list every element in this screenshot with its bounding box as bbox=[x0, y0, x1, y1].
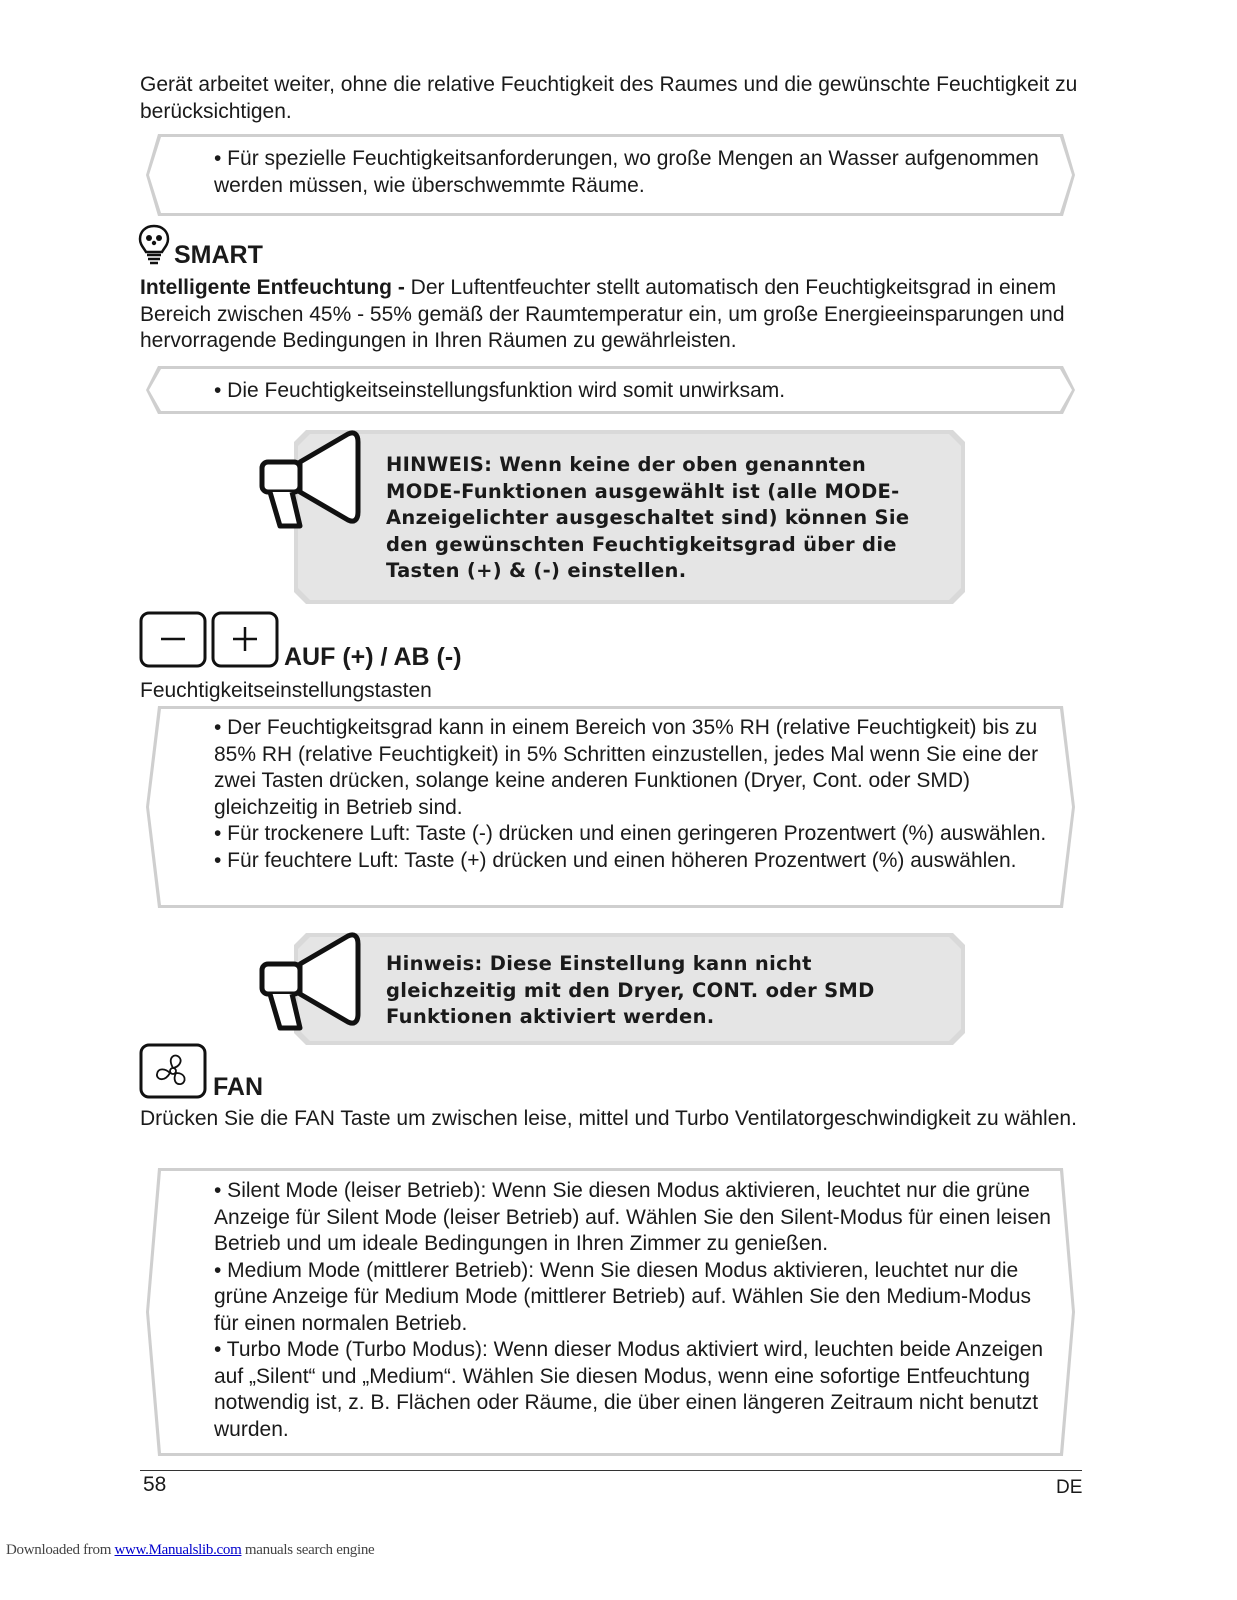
list-item: • Turbo Mode (Turbo Modus): Wenn dieser Modus aktiviert wird, leuchten beide Anzeigen auf „Silent“ und „Medium“. Wählen Sie diesen Modus, wenn eine sofortige Entfeuchtung notwendig ist, z. B. Flächen oder Räume, die über einen längeren Zeitraum nicht benutzt wurden. bbox=[214, 1338, 1044, 1441]
language-code: DE bbox=[1056, 1477, 1083, 1498]
page-number: 58 bbox=[143, 1473, 167, 1496]
updown-bullets bbox=[214, 715, 1059, 874]
updown-subtitle: Feuchtigkeitseinstellungstasten bbox=[140, 679, 432, 702]
fan-icon bbox=[139, 1043, 207, 1099]
smart-paragraph bbox=[140, 275, 1085, 355]
smart-text: Der Luftentfeuchter stellt automatisch den Feuchtigkeitsgrad in einem Bereich zwischen 45% - 55% gemäß der Raumtemperatur ein, um große Energieeinsparungen und hervorragende Bedingungen in Ihren Räumen zu gewährleisten. bbox=[140, 276, 1065, 352]
updown-heading: AUF (+) / AB (-) bbox=[284, 643, 462, 671]
megaphone-icon bbox=[256, 428, 366, 532]
footer-rule bbox=[140, 1470, 1082, 1471]
note-text: HINWEIS: Wenn keine der oben genannten MODE-Funktionen ausgewählt ist (alle MODE-Anzeigelichter ausgeschaltet sind) können Sie den gewünschten Feuchtigkeitsgrad über die Tasten (+) & (-) einstellen. bbox=[386, 453, 910, 582]
list-item: • Medium Mode (mittlerer Betrieb): Wenn Sie diesen Modus aktivieren, leuchtet nur die grüne Anzeige für Medium Mode (mittlerer Betrieb) auf. Wählen Sie den Medium-Modus für einen normalen Betrieb. bbox=[214, 1258, 1032, 1335]
download-prefix: Downloaded from bbox=[6, 1542, 112, 1558]
list-item: • Für trockenere Luft: Taste (-) drücken und einen geringeren Prozentwert (%) auswählen. bbox=[214, 822, 1047, 845]
download-suffix: manuals search engine bbox=[241, 1542, 375, 1558]
fan-paragraph: Drücken Sie die FAN Taste um zwischen leise, mittel und Turbo Ventilatorgeschwindigkeit zu wählen. bbox=[140, 1107, 1077, 1130]
lightbulb-icon bbox=[138, 224, 170, 266]
list-item: • Für feuchtere Luft: Taste (+) drücken und einen höheren Prozentwert (%) auswählen. bbox=[214, 848, 1017, 872]
smart-lead: Intelligente Entfeuchtung - bbox=[140, 276, 405, 299]
fan-bullets bbox=[214, 1178, 1059, 1443]
manualslib-link[interactable]: www.Manualslib.com bbox=[114, 1542, 242, 1558]
download-notice bbox=[6, 1542, 374, 1559]
smart-heading: SMART bbox=[174, 241, 263, 269]
fan-heading: FAN bbox=[213, 1073, 263, 1101]
smart-box-text: • Die Feuchtigkeitseinstellungsfunktion wird somit unwirksam. bbox=[214, 379, 786, 402]
megaphone-icon bbox=[256, 930, 366, 1034]
list-item: • Silent Mode (leiser Betrieb): Wenn Sie diesen Modus aktivieren, leuchtet nur die grüne Anzeige für Silent Mode (leiser Betrieb) auf. Wählen Sie den Silent-Modus für einen leisen Betrieb und um ideale Bedingungen in Ihren Zimmer zu genießen. bbox=[214, 1179, 1051, 1255]
info-box-text: • Für spezielle Feuchtigkeitsanforderungen, wo große Mengen an Wasser aufgenommen werden müssen, wie überschwemmte Räume. bbox=[214, 147, 1039, 197]
list-item: • Der Feuchtigkeitsgrad kann in einem Bereich von 35% RH (relative Feuchtigkeit) bis zu 85% RH (relative Feuchtigkeit) in 5% Schritten einzustellen, jedes Mal wenn Sie eine der zwei Tasten drücken, solange keine anderen Funktionen (Dryer, Cont. oder SMD) gleichzeitig in Betrieb sind. bbox=[214, 716, 1039, 819]
minus-plus-buttons-icon bbox=[139, 611, 281, 669]
note-text: Hinweis: Diese Einstellung kann nicht gleichzeitig mit den Dryer, CONT. oder SMD Funktionen aktiviert werden. bbox=[386, 952, 875, 1028]
intro-paragraph: Gerät arbeitet weiter, ohne die relative Feuchtigkeit des Raumes und die gewünschte Feuchtigkeit zu berücksichtigen. bbox=[140, 73, 1078, 123]
